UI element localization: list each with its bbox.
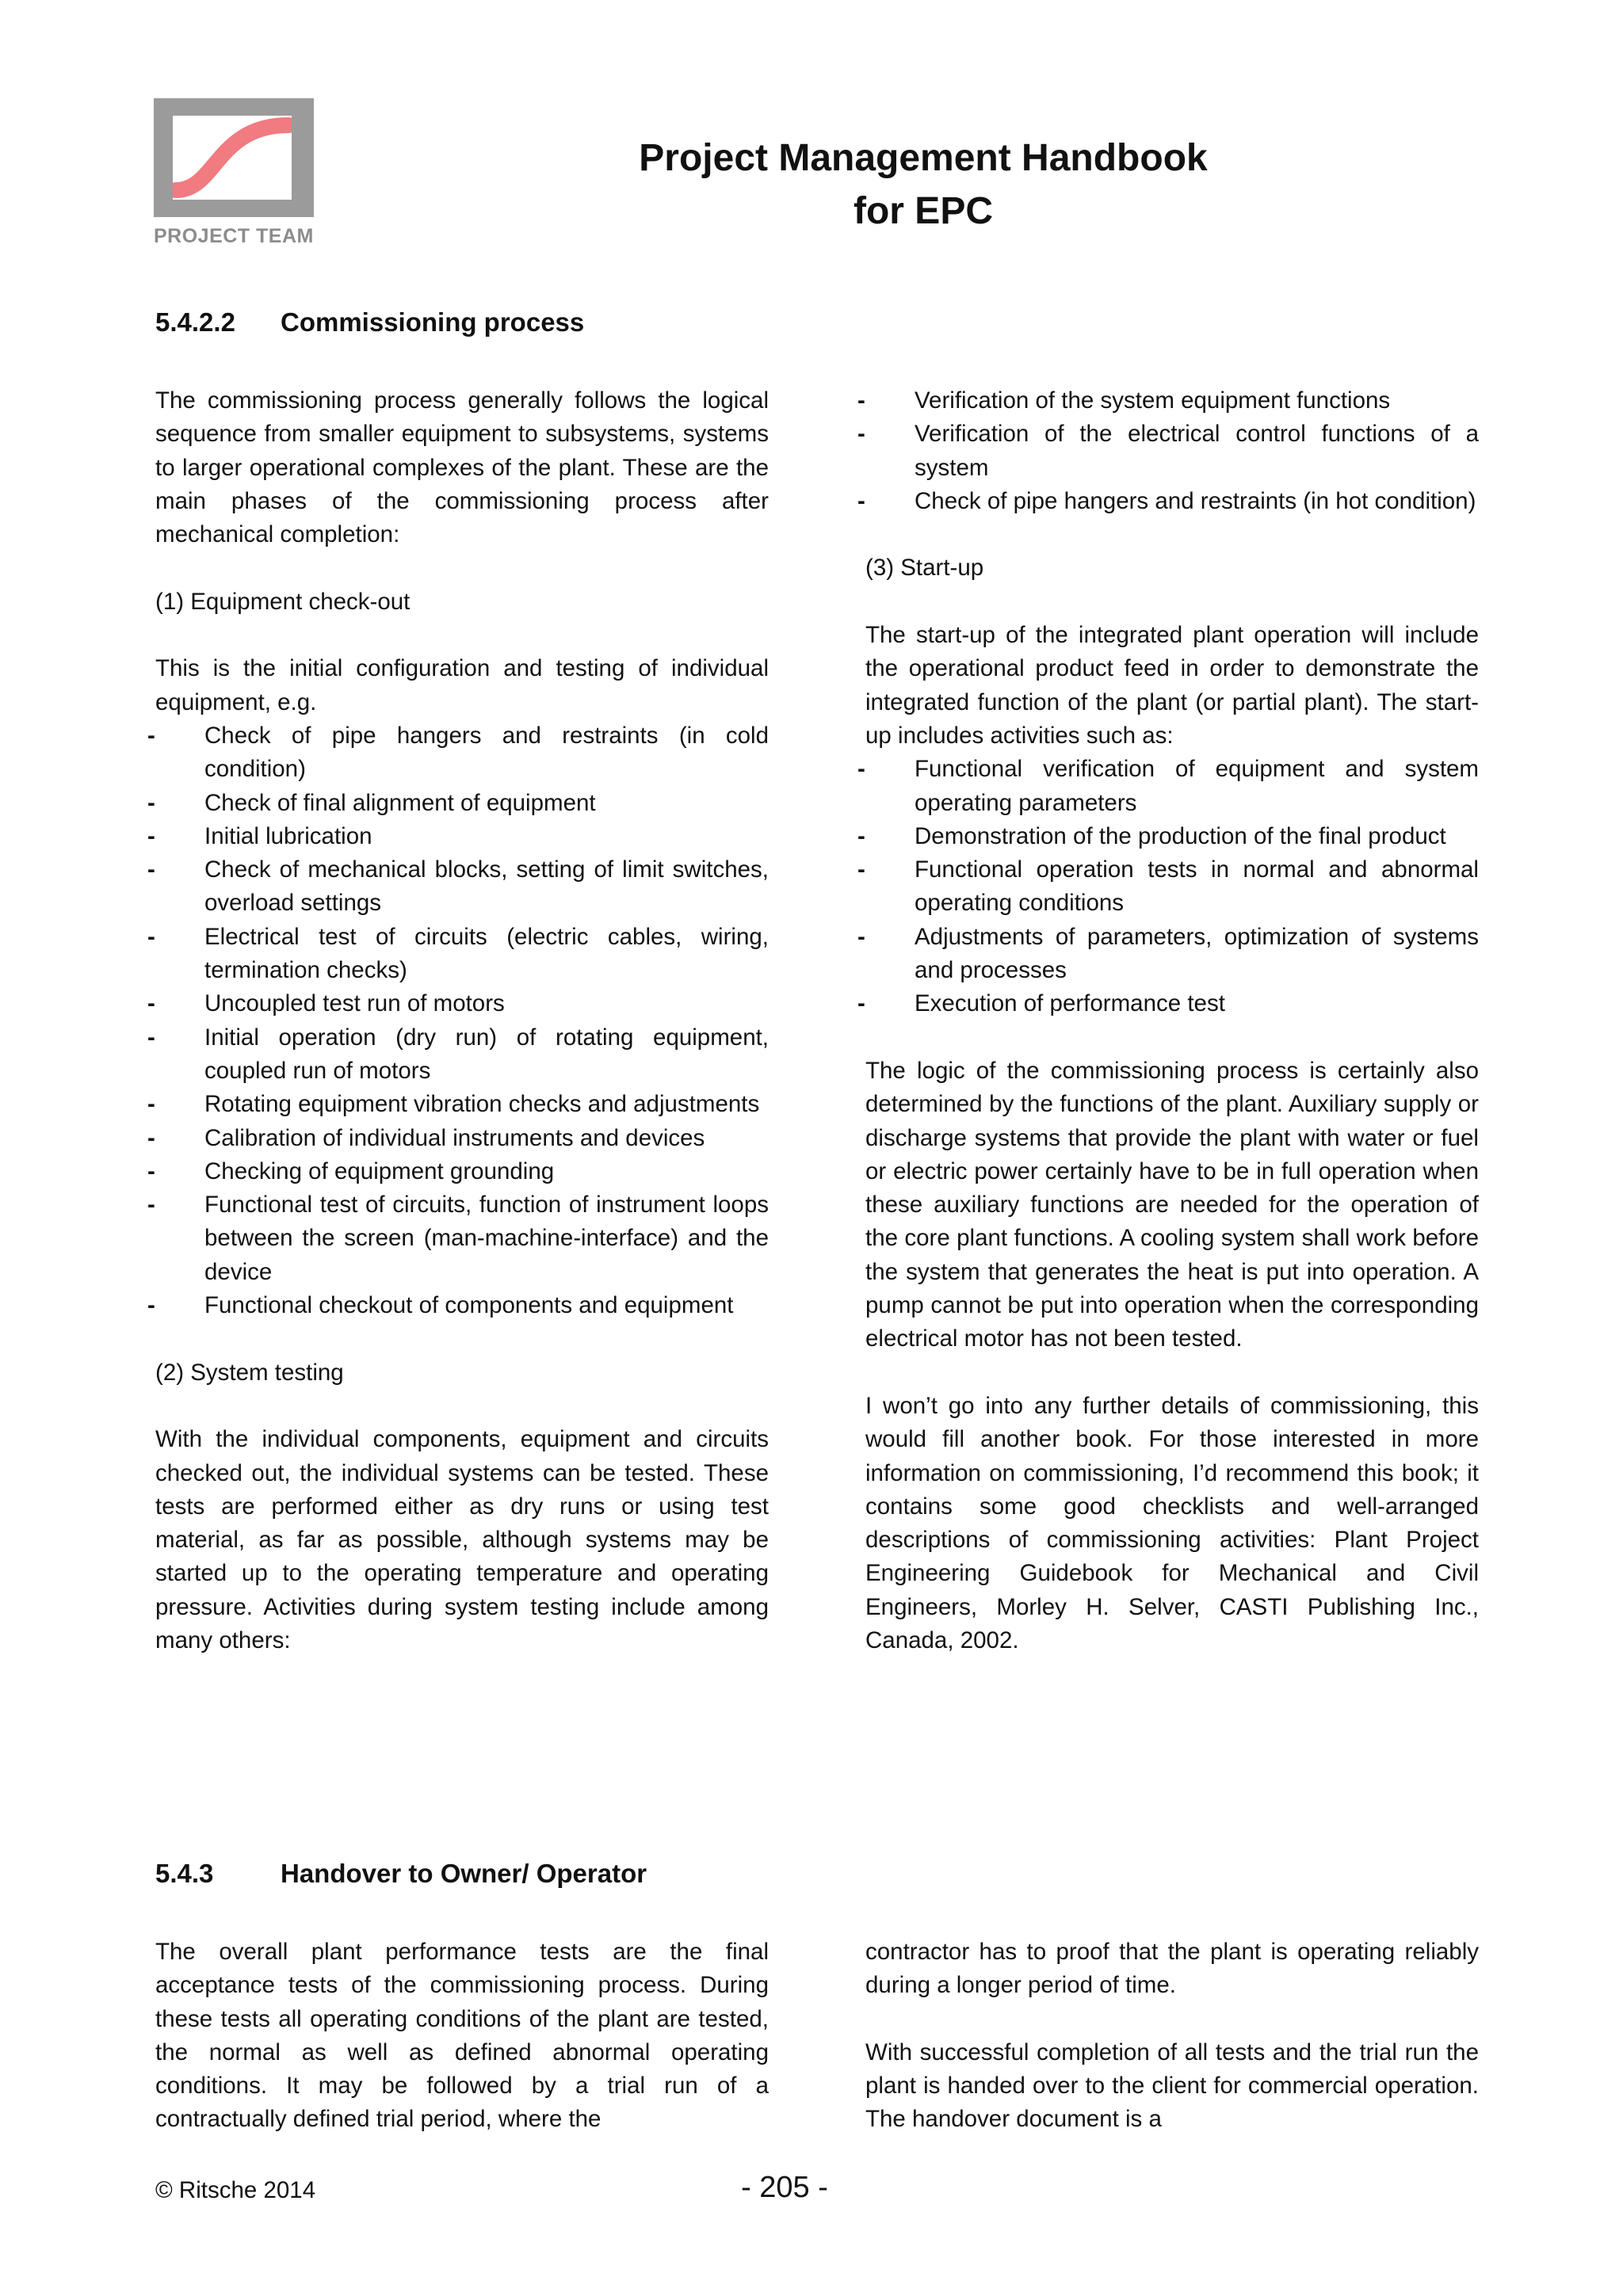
handover-right-text-1: contractor has to proof that the plant is operating reliably during a longer period of time.: [865, 1939, 1479, 1999]
section-title: Commissioning process: [281, 307, 585, 337]
phase1-list: [155, 719, 769, 1322]
section-number: 5.4.2.2: [155, 307, 235, 337]
logo-text: PROJECT TEAM: [154, 225, 314, 247]
phase2-list: [865, 384, 1479, 518]
project-team-logo: [154, 98, 314, 248]
list-item: - Uncoupled test run of motors: [155, 987, 769, 1020]
phase3-list: [865, 753, 1479, 1020]
copyright: © Ritsche 2014: [155, 2177, 316, 2203]
list-item: - Functional verification of equipment and system operating parameters: [865, 753, 1479, 820]
handover-left-text: The overall plant performance tests are the final acceptance tests of the commissioning process. During these tests all operating conditions of the plant are tested, the normal as well as defined abnormal operating conditions. It may be followed by a trial run of a contractually defined trial period, where the: [155, 1939, 769, 2133]
list-item: - Demonstration of the production of the final product: [865, 820, 1479, 853]
commissioning-intro: The commissioning process generally follows the logical sequence from smaller equipment to subsystems, systems to larger operational complexes of the plant. These are the main phases of the commissioning process after mechanical completion:: [155, 387, 769, 548]
phase3-title: (3) Start-up: [865, 555, 984, 582]
phase3-intro: The start-up of the integrated plant operation will include the operational product feed in order to demonstrate the integrated function of the plant (or partial plant). The start-up includes activities such as:: [865, 622, 1479, 749]
commissioning-logic-text: The logic of the commissioning process is certainly also determined by the functions of the plant. Auxiliary supply or discharge systems that provide the plant with water or fuel or electric power certainly have to be in full operation when these auxiliary functions are needed for the operation of the core plant functions. A cooling system shall work before the system that generates the heat is put into operation. A pump cannot be put into operation when the corresponding electrical motor has not been tested.: [865, 1057, 1479, 1352]
list-item: - Check of final alignment of equipment: [155, 787, 769, 820]
phase1-intro: This is the initial configuration and testing of individual equipment, e.g.: [155, 655, 769, 715]
section1-right-column: [865, 384, 1479, 1657]
section-heading-commissioning: [155, 307, 584, 338]
list-item: - Execution of performance test: [865, 987, 1479, 1020]
section-heading-handover: [155, 1859, 647, 1889]
document-title: [555, 132, 1292, 238]
list-item: - Functional operation tests in normal and abnormal operating conditions: [865, 853, 1479, 921]
list-item: - Functional checkout of components and equipment: [155, 1289, 769, 1322]
list-item: - Check of mechanical blocks, setting of limit switches, overload settings: [155, 853, 769, 921]
list-item: - Adjustments of parameters, optimization of systems and processes: [865, 921, 1479, 988]
list-item: - Verification of the system equipment functions: [865, 384, 1479, 418]
list-item: - Initial lubrication: [155, 820, 769, 853]
list-item: - Check of pipe hangers and restraints (in cold condition): [155, 719, 769, 787]
handover-right-text-2: With successful completion of all tests and the trial run the plant is handed over to the client for commercial operation. The handover document is a: [865, 2039, 1479, 2133]
list-item: - Check of pipe hangers and restraints (in hot condition): [865, 485, 1479, 518]
section-title: Handover to Owner/ Operator: [281, 1859, 647, 1888]
commissioning-closing-text: I won’t go into any further details of commissioning, this would fill another book. For those interested in more information on commissioning, I’d recommend this book; it contains some good checklists and well-arranged descriptions of commissioning activities: Plant Project Engineering Guidebook for Mechanical and Civil Engineers, Morley H. Selver, CASTI Publishing Inc., Canada, 2002.: [865, 1392, 1479, 1653]
list-item: - Verification of the electrical control functions of a system: [865, 418, 1479, 485]
logo-swoosh-icon: [173, 116, 292, 200]
section2-right-column: [865, 1936, 1479, 2137]
section2-left-column: [155, 1936, 769, 2137]
list-item: - Electrical test of circuits (electric cables, wiring, termination checks): [155, 921, 769, 988]
page-number: - 205 -: [741, 2171, 828, 2204]
phase2-text: With the individual components, equipment and circuits checked out, the individual systems can be tested. These tests are performed either as dry runs or using test material, as far as possible, although systems may be started up to the operating temperature and operating pressure. Activities during system testing include among many others:: [155, 1426, 769, 1653]
phase1-title: (1) Equipment check-out: [155, 588, 411, 615]
logo-inner: [173, 116, 292, 200]
logo-box: [154, 98, 314, 217]
list-item: - Checking of equipment grounding: [155, 1155, 769, 1188]
list-item: - Initial operation (dry run) of rotating equipment, coupled run of motors: [155, 1021, 769, 1089]
list-item: - Rotating equipment vibration checks and adjustments: [155, 1088, 769, 1121]
list-item: - Functional test of circuits, function of instrument loops between the screen (man-machine-interface) and the device: [155, 1188, 769, 1289]
section1-left-column: [155, 384, 769, 1657]
section-number: 5.4.3: [155, 1859, 214, 1888]
title-line-1: Project Management Handbook: [639, 137, 1208, 179]
title-line-2: for EPC: [853, 190, 993, 232]
list-item: - Calibration of individual instruments and devices: [155, 1122, 769, 1155]
phase2-title: (2) System testing: [155, 1359, 344, 1386]
